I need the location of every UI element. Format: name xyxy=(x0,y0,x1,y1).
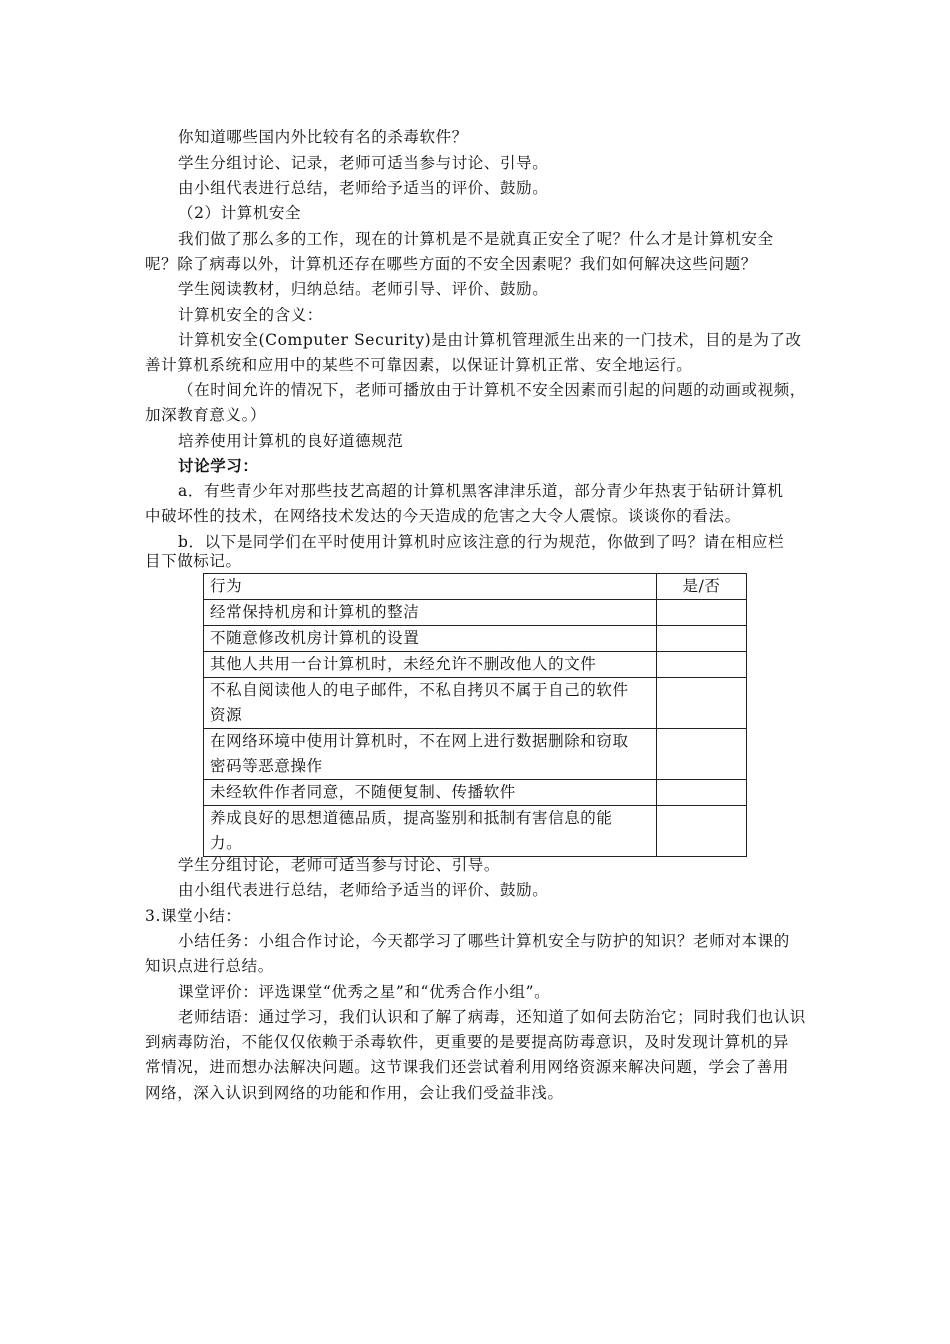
paragraph-line: 你知道哪些国内外比较有名的杀毒软件？ xyxy=(178,128,468,146)
paragraph-line: （在时间允许的情况下，老师可播放由于计算机不安全因素而引起的问题的动画或视频， xyxy=(178,381,806,399)
paragraph-line: 学生阅读教材，归纳总结。老师引导、评价、鼓励。 xyxy=(178,280,549,298)
paragraph-line: 呢？除了病毒以外，计算机还存在哪些方面的不安全因素呢？我们如何解决这些问题？ xyxy=(145,255,757,273)
table-cell-behavior xyxy=(204,806,657,857)
table-cell-behavior xyxy=(204,626,657,652)
cell-line: 在网络环境中使用计算机时，不在网上进行数据删除和窃取 xyxy=(210,732,629,750)
table-row xyxy=(204,729,747,780)
table-cell-mark[interactable] xyxy=(657,806,747,857)
table-cell-mark[interactable] xyxy=(657,678,747,729)
section-heading: （2）计算机安全 xyxy=(178,204,302,222)
paragraph-line: 知识点进行总结。 xyxy=(145,957,274,975)
paragraph-line: 善计算机系统和应用中的某些不可靠因素，以保证计算机正常、安全地运行。 xyxy=(145,356,693,374)
cell-line: 其他人共用一台计算机时，未经允许不删改他人的文件 xyxy=(210,655,597,673)
paragraph-line: 我们做了那么多的工作，现在的计算机是不是就真正安全了呢？什么才是计算机安全 xyxy=(178,230,774,248)
paragraph-line: 由小组代表进行总结，老师给予适当的评价、鼓励。 xyxy=(178,179,549,197)
table-cell-mark[interactable] xyxy=(657,652,747,678)
table-row xyxy=(204,678,747,729)
section-heading: 3.课堂小结： xyxy=(145,907,242,925)
cell-line: 不随意修改机房计算机的设置 xyxy=(210,629,420,647)
table-header-yes-no: 是/否 xyxy=(657,574,747,600)
table-row xyxy=(204,652,747,678)
paragraph-line: 常情况，进而想办法解决问题。这节课我们还尝试着利用网络资源来解决问题，学会了善用 xyxy=(145,1058,790,1076)
paragraph-line: 由小组代表进行总结，老师给予适当的评价、鼓励。 xyxy=(178,881,549,899)
paragraph-line: b．以下是同学们在平时使用计算机时应该注意的行为规范，你做到了吗？请在相应栏 xyxy=(178,533,785,551)
table-header-row xyxy=(204,574,747,600)
behavior-checklist-table xyxy=(203,573,747,857)
paragraph-line: 学生分组讨论，老师可适当参与讨论、引导。 xyxy=(178,856,501,874)
table-cell-mark[interactable] xyxy=(657,600,747,626)
table-header-behavior: 行为 xyxy=(204,574,657,600)
table-row xyxy=(204,806,747,857)
table-cell-mark[interactable] xyxy=(657,626,747,652)
discussion-heading: 讨论学习： xyxy=(178,456,259,475)
table-cell-behavior xyxy=(204,780,657,806)
paragraph-line: 计算机安全的含义： xyxy=(178,306,323,324)
table-row xyxy=(204,780,747,806)
paragraph-line: 老师结语：通过学习，我们认识和了解了病毒，还知道了如何去防治它；同时我们也认识 xyxy=(178,1008,806,1026)
cell-line: 不私自阅读他人的电子邮件，不私自拷贝不属于自己的软件 xyxy=(210,681,629,699)
table-cell-behavior xyxy=(204,678,657,729)
paragraph-line: 目下做标记。 xyxy=(145,552,242,570)
cell-line: 力。 xyxy=(210,834,243,852)
cell-line: 未经软件作者同意，不随便复制、传播软件 xyxy=(210,783,516,801)
table-cell-behavior xyxy=(204,729,657,780)
cell-line: 养成良好的思想道德品质，提高鉴别和抵制有害信息的能 xyxy=(210,809,613,827)
paragraph-line: 课堂评价：评选课堂“优秀之星”和“优秀合作小组”。 xyxy=(178,983,551,1001)
table-cell-behavior xyxy=(204,600,657,626)
table-cell-mark[interactable] xyxy=(657,729,747,780)
paragraph-line: 到病毒防治，不能仅仅依赖于杀毒软件，更重要的是要提高防毒意识，及时发现计算机的异 xyxy=(145,1033,790,1051)
paragraph-line: 小结任务：小组合作讨论，今天都学习了哪些计算机安全与防护的知识？老师对本课的 xyxy=(178,932,790,950)
table-cell-behavior xyxy=(204,652,657,678)
cell-line: 资源 xyxy=(210,706,243,724)
paragraph-line: 学生分组讨论、记录，老师可适当参与讨论、引导。 xyxy=(178,154,549,172)
table-row xyxy=(204,626,747,652)
paragraph-line: 培养使用计算机的良好道德规范 xyxy=(178,432,404,450)
table-row xyxy=(204,600,747,626)
cell-line: 经常保持机房和计算机的整洁 xyxy=(210,603,420,621)
paragraph-line: 中破坏性的技术，在网络技术发达的今天造成的危害之大令人震惊。谈谈你的看法。 xyxy=(145,507,741,525)
paragraph-line: a．有些青少年对那些技艺高超的计算机黑客津津乐道，部分青少年热衷于钻研计算机 xyxy=(178,482,784,500)
paragraph-line: 计算机安全(Computer Security)是由计算机管理派生出来的一门技术，目的是为了改 xyxy=(178,331,802,349)
cell-line: 密码等恶意操作 xyxy=(210,757,323,775)
table-cell-mark[interactable] xyxy=(657,780,747,806)
paragraph-line: 加深教育意义。） xyxy=(145,406,267,424)
paragraph-line: 网络，深入认识到网络的功能和作用，会让我们受益非浅。 xyxy=(145,1084,564,1102)
